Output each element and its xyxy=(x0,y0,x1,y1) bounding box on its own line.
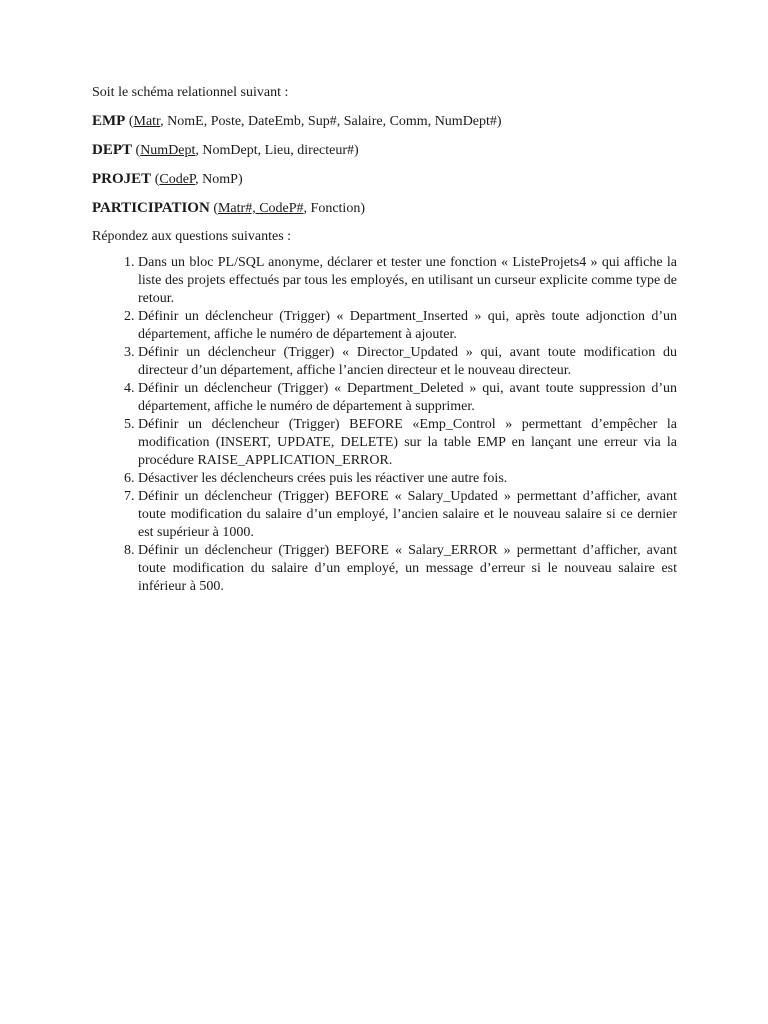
question-item: 1. Dans un bloc PL/SQL anonyme, déclarer et tester une fonction « ListeProjets4 » qui affiche la liste des projets effectués par tous les employés, en utilisant un curseur explicite comme type de retour. xyxy=(138,254,677,308)
question-item: 4. Définir un déclencheur (Trigger) « Department_Deleted » qui, avant toute suppression d’un département, affiche le numéro de département à supprimer. xyxy=(138,380,677,416)
primary-key: CodeP xyxy=(159,172,196,187)
question-item: 7. Définir un déclencheur (Trigger) BEFORE « Salary_Updated » permettant d’afficher, avant toute modification du salaire d’un employé, l’ancien salaire et le nouveau salaire si ce dernier est supérieur à 1000. xyxy=(138,488,677,542)
relation-name: PROJET xyxy=(92,171,152,187)
attributes: , NomE, Poste, DateEmb, Sup#, Salaire, Comm, NumDept#) xyxy=(160,114,502,129)
schema-participation: PARTICIPATION (Matr#, CodeP#, Fonction) xyxy=(92,200,365,216)
schema-emp: EMP (Matr, NomE, Poste, DateEmb, Sup#, Salaire, Comm, NumDept#) xyxy=(92,113,502,129)
relation-name: EMP xyxy=(92,113,126,129)
primary-key: Matr xyxy=(133,114,161,129)
question-item: 2. Définir un déclencheur (Trigger) « Department_Inserted » qui, après toute adjonction d’un département, affiche le numéro de département à ajouter. xyxy=(138,308,677,344)
question-item: 8. Définir un déclencheur (Trigger) BEFORE « Salary_ERROR » permettant d’afficher, avant toute modification du salaire d’un employé, un message d’erreur si le nouveau salaire est inférieur à 500. xyxy=(138,542,677,596)
relation-name: PARTICIPATION xyxy=(92,200,210,216)
question-item: 5. Définir un déclencheur (Trigger) BEFORE «Emp_Control » permettant d’empêcher la modification (INSERT, UPDATE, DELETE) sur la table EMP en lançant une erreur via la procédure RAISE_APPLICATION_ERROR. xyxy=(138,416,677,470)
question-item: 3. Définir un déclencheur (Trigger) « Director_Updated » qui, avant toute modification du directeur d’un département, affiche l’ancien directeur et le nouveau directeur. xyxy=(138,344,677,380)
attributes: , NomDept, Lieu, directeur#) xyxy=(195,143,359,158)
schema-projet: PROJET (CodeP, NomP) xyxy=(92,171,243,187)
primary-key: Matr#, CodeP# xyxy=(217,201,304,216)
questions-list xyxy=(92,254,677,596)
schema-dept: DEPT (NumDept, NomDept, Lieu, directeur#) xyxy=(92,142,359,158)
attributes: , NomP) xyxy=(195,172,243,187)
question-item: 6. Désactiver les déclencheurs crées puis les réactiver une autre fois. xyxy=(138,470,677,488)
document-page xyxy=(92,84,677,596)
intro-text: Soit le schéma relationnel suivant : xyxy=(92,85,289,100)
attributes: , Fonction) xyxy=(303,201,365,216)
primary-key: NumDept xyxy=(140,143,196,158)
relation-name: DEPT xyxy=(92,142,133,158)
questions-intro: Répondez aux questions suivantes : xyxy=(92,229,292,244)
relational-schema xyxy=(92,112,677,218)
